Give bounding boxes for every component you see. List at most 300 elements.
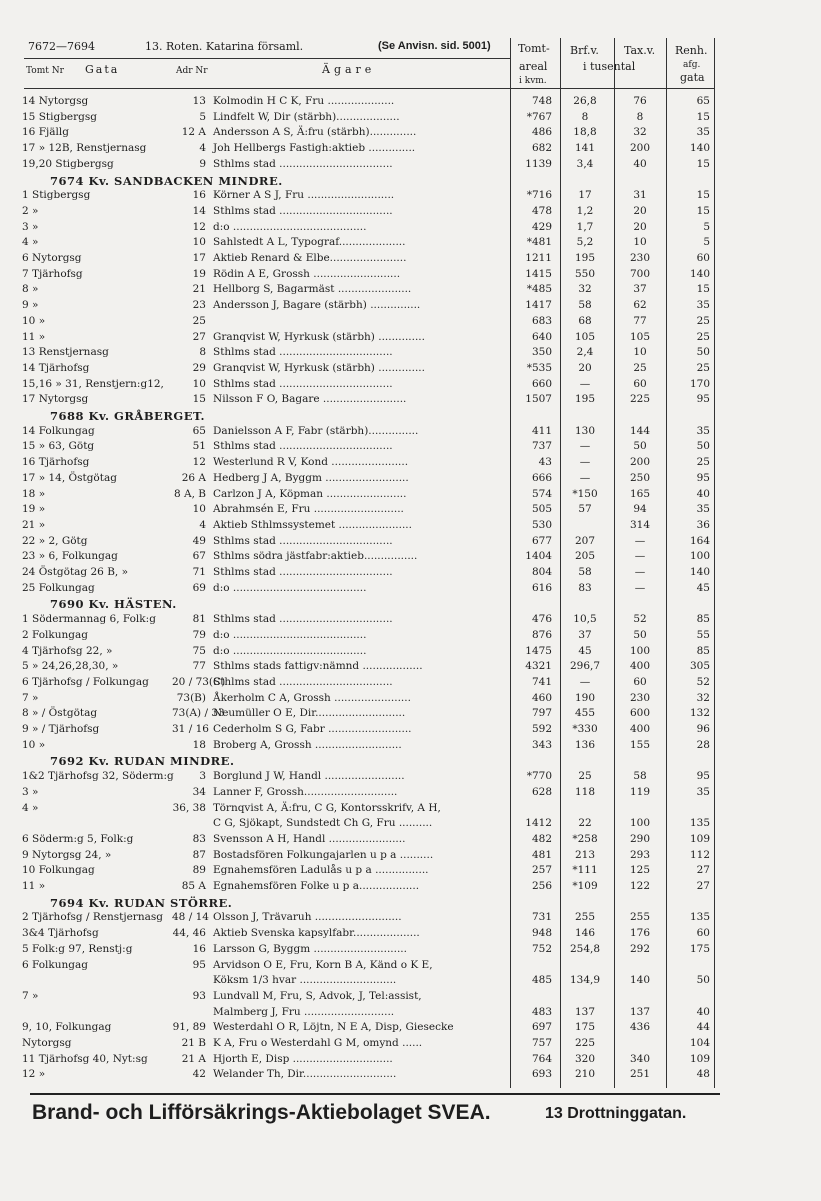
owner-name: Sthlms stads fattigv:nämnd ..................	[213, 660, 423, 673]
address-number: 20 / 73(C)	[172, 675, 226, 688]
address-number: 8 A, B	[174, 487, 206, 500]
street-cleaning-fee: 52	[696, 675, 710, 688]
plot-area: *770	[526, 770, 552, 783]
col-gata: Gata	[85, 63, 120, 76]
street-address: 6 Nytorgsg	[22, 252, 82, 264]
tax-value: —	[634, 534, 646, 547]
address-number: 71	[192, 566, 206, 578]
address-number: 3	[199, 770, 206, 783]
col-afg: afg.	[683, 60, 701, 70]
table-row	[0, 141, 821, 155]
plot-area: 481	[531, 848, 552, 861]
col-areal: areal	[519, 60, 548, 73]
tax-value: 122	[629, 880, 651, 892]
fire-insurance-value: 17	[578, 189, 592, 202]
owner-name: d:o ........................................	[213, 581, 367, 594]
street-address: 14 Folkungag	[22, 424, 95, 437]
plot-area: 757	[531, 1037, 552, 1049]
address-number: 4	[199, 518, 206, 531]
address-number: 89	[192, 864, 206, 877]
plot-area: 948	[531, 927, 552, 940]
plot-area: 1412	[525, 817, 552, 830]
street-cleaning-fee: 15	[696, 189, 710, 202]
tax-value: 400	[629, 660, 651, 673]
street-cleaning-fee: 32	[696, 691, 710, 704]
plot-area: 4321	[525, 660, 552, 673]
fire-insurance-value: 45	[578, 644, 592, 657]
owner-name: d:o ........................................	[213, 644, 367, 657]
address-number: 49	[192, 534, 206, 547]
fire-insurance-value: 255	[574, 911, 596, 924]
col-brf: Brf.v.	[570, 44, 599, 57]
fire-insurance-value: 137	[574, 1005, 596, 1018]
fire-insurance-value: —	[579, 440, 591, 453]
address-number: 8	[199, 346, 206, 359]
street-address: 16 Tjärhofsg	[22, 456, 90, 469]
fire-insurance-value: 3,4	[576, 157, 594, 170]
table-row	[0, 502, 821, 516]
table-row	[0, 769, 821, 783]
owner-name: Borglund J W, Handl ........................	[213, 770, 405, 783]
street-cleaning-fee: 140	[689, 267, 710, 280]
street-address: 10 Folkungag	[22, 864, 95, 877]
tax-value: 105	[629, 330, 651, 343]
tax-value: 230	[629, 252, 651, 264]
table-row	[0, 204, 821, 218]
fire-insurance-value: *150	[572, 487, 598, 500]
address-number: 73(A) / 33	[172, 707, 225, 720]
owner-name: Nilsson F O, Bagare .........................	[213, 393, 407, 406]
block-heading: 7694 Kv. RUDAN STÖRRE.	[50, 895, 233, 910]
street-address: 18 »	[22, 487, 46, 500]
table-row	[0, 644, 821, 658]
tax-value: 10	[633, 346, 647, 359]
table-row	[0, 314, 821, 328]
street-cleaning-fee: 15	[696, 204, 710, 217]
owner-name: Aktieb Svenska kapsylfabr....................	[213, 927, 420, 940]
address-number: 48 / 14	[172, 911, 209, 924]
tax-value: 155	[629, 738, 651, 751]
owner-name: K A, Fru o Westerdahl G M, omynd ......	[213, 1037, 423, 1049]
address-number: 75	[192, 644, 206, 657]
street-address: 3&4 Tjärhofsg	[22, 927, 99, 940]
street-address: 11 »	[22, 880, 46, 892]
address-number: 65	[192, 424, 206, 437]
plot-area: 592	[531, 723, 552, 735]
fire-insurance-value: 134,9	[569, 974, 601, 987]
table-row	[0, 989, 821, 1003]
table-row	[0, 455, 821, 469]
plot-area: 1404	[525, 550, 552, 563]
address-number: 81	[192, 613, 206, 626]
address-number: 16	[192, 189, 206, 202]
tax-value: 94	[633, 503, 647, 516]
address-number: 12	[192, 456, 206, 469]
tax-value: 436	[629, 1021, 651, 1034]
street-address: 11 Tjärhofsg 40, Nyt:sg	[22, 1052, 148, 1065]
plot-area: 1211	[525, 252, 552, 264]
owner-name: Köksm 1/3 hvar .............................	[213, 974, 397, 987]
table-row	[0, 471, 821, 485]
address-number: 79	[192, 628, 206, 641]
address-number: 34	[192, 785, 206, 798]
tax-value: 255	[629, 911, 651, 924]
owner-name: Körner A S J, Fru ..........................	[213, 189, 395, 202]
owner-name: Neumüller O E, Dir...........................	[213, 707, 406, 720]
street-address: 6 Tjärhofsg / Folkungag	[22, 675, 149, 688]
address-number: 17	[192, 252, 206, 264]
owner-name: Sthlms stad ..................................	[213, 377, 393, 390]
fire-insurance-value: 130	[574, 424, 596, 437]
owner-name: Hellborg S, Bagarmäst ......................	[213, 283, 412, 296]
plot-area: *767	[526, 110, 552, 123]
fire-insurance-value: 118	[574, 785, 596, 798]
plot-area: 429	[531, 220, 552, 233]
street-cleaning-fee: 25	[696, 456, 710, 469]
street-cleaning-fee: 55	[696, 628, 710, 641]
table-row	[0, 973, 821, 987]
owner-name: Aktieb Sthlmssystemet ......................	[213, 518, 412, 531]
tax-value: 58	[633, 770, 647, 783]
tax-value: 25	[633, 361, 647, 374]
fire-insurance-value: 22	[578, 817, 592, 830]
table-row	[0, 1036, 821, 1050]
tax-value: 37	[633, 283, 647, 296]
street-address: 5 Folk:g 97, Renstj:g	[22, 942, 133, 955]
fire-insurance-value: *258	[572, 832, 598, 845]
fire-insurance-value: 190	[574, 691, 596, 704]
street-address: 4 »	[22, 236, 39, 249]
plot-area: 1417	[525, 299, 552, 312]
street-address: 3 »	[22, 220, 39, 233]
street-address: 4 »	[22, 801, 39, 814]
fire-insurance-value: 10,5	[573, 613, 597, 626]
street-cleaning-fee: 15	[696, 283, 710, 296]
plot-area: 731	[531, 911, 552, 924]
tax-value: 20	[633, 220, 647, 233]
fire-insurance-value: 205	[574, 550, 596, 563]
table-row	[0, 848, 821, 862]
street-address: 9, 10, Folkungag	[22, 1021, 112, 1034]
address-number: 93	[192, 989, 206, 1002]
fire-insurance-value: —	[579, 675, 591, 688]
fire-insurance-value: *109	[572, 880, 598, 892]
address-number: 12 A	[181, 126, 206, 139]
table-row	[0, 1067, 821, 1081]
tax-value: 8	[636, 110, 644, 123]
address-number: 18	[192, 738, 206, 751]
owner-name: Lindfelt W, Dir (stärbh)...................	[213, 110, 400, 123]
street-address: 5 » 24,26,28,30, »	[22, 660, 119, 673]
street-address: 3 »	[22, 785, 39, 798]
tax-value: 50	[633, 440, 647, 453]
street-cleaning-fee: 15	[696, 110, 710, 123]
fire-insurance-value: 68	[578, 314, 592, 327]
street-cleaning-fee: 40	[696, 487, 710, 500]
owner-name: C G, Sjökapt, Sundstedt Ch G, Fru ..........	[213, 817, 433, 830]
street-cleaning-fee: 305	[689, 660, 710, 673]
fire-insurance-value: 58	[578, 299, 592, 312]
owner-name: Lundvall M, Fru, S, Advok, J, Tel:assist,	[213, 989, 422, 1002]
street-cleaning-fee: 44	[696, 1021, 710, 1034]
tax-value: 10	[633, 236, 647, 249]
fire-insurance-value: 5,2	[576, 236, 594, 249]
owner-name: Carlzon J A, Köpman ........................	[213, 487, 407, 500]
fire-insurance-value: *111	[572, 864, 598, 877]
plot-area: 257	[531, 864, 552, 877]
tax-value: 292	[629, 942, 651, 955]
street-cleaning-fee: 60	[696, 927, 710, 940]
street-cleaning-fee: 45	[696, 581, 710, 594]
street-cleaning-fee: 60	[696, 252, 710, 264]
street-cleaning-fee: 40	[696, 1005, 710, 1018]
fire-insurance-value: *330	[572, 723, 598, 735]
fire-insurance-value: —	[579, 456, 591, 469]
tax-value: 144	[629, 424, 651, 437]
tax-value: 62	[633, 299, 647, 312]
fire-insurance-value: 210	[574, 1068, 596, 1081]
table-row	[0, 267, 821, 281]
owner-name: Hjorth E, Disp ..............................	[213, 1052, 393, 1065]
street-address: 14 Nytorgsg	[22, 95, 89, 107]
street-cleaning-fee: 35	[696, 785, 710, 798]
table-row	[0, 863, 821, 877]
tax-value: 100	[629, 817, 651, 830]
street-cleaning-fee: 15	[696, 157, 710, 170]
street-cleaning-fee: 135	[689, 911, 710, 924]
owner-name: Bostadsfören Folkungajarlen u p a ..........	[213, 848, 434, 861]
table-row	[0, 392, 821, 406]
owner-name: Svensson A H, Handl .......................	[213, 832, 406, 845]
tax-value: 52	[633, 613, 647, 626]
tax-value: 700	[629, 267, 651, 280]
address-number: 21 B	[181, 1037, 206, 1049]
street-address: 8 » / Östgötag	[22, 707, 98, 720]
owner-name: Egnahemsfören Folke u p a..................	[213, 880, 420, 892]
fire-insurance-value: 105	[574, 330, 596, 343]
owner-name: Lanner F, Grossh............................	[213, 785, 398, 798]
street-cleaning-fee: 175	[689, 942, 710, 955]
table-row	[0, 1020, 821, 1034]
fire-insurance-value: 1,7	[576, 220, 594, 233]
block-heading: 7690 Kv. HÄSTEN.	[50, 597, 177, 612]
tax-value: 125	[629, 864, 651, 877]
tax-value: 293	[629, 848, 651, 861]
tax-value: 31	[633, 189, 647, 202]
owner-name: Welander Th, Dir............................	[213, 1068, 397, 1081]
street-cleaning-fee: 27	[696, 864, 710, 877]
address-number: 77	[192, 660, 206, 673]
street-address: 7 »	[22, 691, 39, 704]
street-address: 23 » 6, Folkungag	[22, 550, 118, 563]
tax-value: 225	[629, 393, 651, 406]
address-number: 67	[192, 550, 206, 563]
street-address: 25 Folkungag	[22, 581, 95, 594]
street-address: 12 »	[22, 1068, 46, 1081]
street-cleaning-fee: 25	[696, 330, 710, 343]
fire-insurance-value: 83	[578, 581, 592, 594]
fire-insurance-value: 18,8	[573, 126, 597, 139]
table-row	[0, 125, 821, 139]
street-cleaning-fee: 36	[696, 518, 710, 531]
street-address: 19,20 Stigbergsg	[22, 157, 114, 170]
plot-area: 485	[531, 974, 552, 987]
header-rule	[24, 58, 510, 59]
fire-insurance-value: 2,4	[576, 346, 594, 359]
table-row	[0, 801, 821, 815]
street-cleaning-fee: 100	[689, 550, 710, 563]
tax-value: 314	[629, 518, 651, 531]
street-address: 24 Östgötag 26 B, »	[22, 566, 129, 578]
address-number: 69	[192, 581, 206, 594]
plot-area: 574	[531, 487, 552, 500]
address-number: 95	[192, 958, 206, 971]
tax-value: 200	[629, 456, 651, 469]
plot-area: 1475	[525, 644, 552, 657]
table-row	[0, 628, 821, 642]
owner-name: Kolmodin H C K, Fru ....................	[213, 95, 395, 107]
street-cleaning-fee: 25	[696, 314, 710, 327]
address-number: 31 / 16	[172, 723, 209, 735]
table-row	[0, 220, 821, 234]
street-address: 2 Tjärhofsg / Renstjernasg	[22, 911, 163, 924]
fire-insurance-value: 37	[578, 628, 592, 641]
ad-company-name: Brand- och Lifförsäkrings-Aktiebolaget SVEA.	[32, 1101, 491, 1124]
street-cleaning-fee: 65	[696, 95, 710, 107]
plot-area: 43	[538, 456, 552, 469]
street-address: 15 » 63, Götg	[22, 440, 95, 453]
tax-value: 230	[629, 691, 651, 704]
street-cleaning-fee: 112	[689, 848, 710, 861]
owner-name: Aktieb Renard & Elbe.......................	[213, 252, 407, 264]
owner-name: Sthlms stad ..................................	[213, 675, 393, 688]
owner-name: d:o ........................................	[213, 628, 367, 641]
street-address: 16 Fjällg	[22, 126, 69, 139]
plot-area: 530	[531, 518, 552, 531]
street-address: 19 »	[22, 503, 46, 516]
tax-value: 200	[629, 142, 651, 155]
plot-area: 764	[531, 1052, 552, 1065]
col-renh: Renh.	[675, 44, 708, 57]
plot-area: 460	[531, 691, 552, 704]
table-row	[0, 298, 821, 312]
fire-insurance-value: 57	[578, 503, 592, 516]
tax-value: 176	[629, 927, 651, 940]
street-cleaning-fee: 27	[696, 880, 710, 892]
fire-insurance-value: 141	[574, 142, 596, 155]
plot-area: 411	[531, 424, 552, 437]
tax-value: 76	[633, 95, 647, 107]
plot-area: 478	[531, 204, 552, 217]
plot-area: *481	[526, 236, 552, 249]
address-number: 10	[192, 236, 206, 249]
owner-name: Sthlms stad ..................................	[213, 346, 393, 359]
block-heading: 7688 Kv. GRÅBERGET.	[50, 409, 206, 423]
owner-name: Törnqvist A, Ä:fru, C G, Kontorsskrifv, A H,	[213, 801, 441, 814]
owner-name: Malmberg J, Fru ...........................	[213, 1005, 395, 1018]
table-row	[0, 330, 821, 344]
owner-name: Hedberg J A, Byggm .........................	[213, 471, 409, 484]
table-row	[0, 706, 821, 720]
fire-insurance-value: 296,7	[569, 660, 601, 673]
address-number: 13	[192, 95, 206, 107]
street-address: 7 Tjärhofsg	[22, 267, 83, 280]
table-row	[0, 188, 821, 202]
owner-name: Åkerholm C A, Grossh .......................	[213, 691, 411, 704]
table-row	[0, 722, 821, 736]
tax-value: 340	[629, 1052, 651, 1065]
street-address: 2 Folkungag	[22, 628, 88, 641]
owner-name: Granqvist W, Hyrkusk (stärbh) ..............	[213, 361, 425, 374]
owner-name: Danielsson A F, Fabr (stärbh)...............	[213, 424, 419, 437]
owner-name: Sthlms stad ..................................	[213, 440, 393, 453]
owner-name: Cederholm S G, Fabr .........................	[213, 723, 412, 735]
owner-name: d:o ........................................	[213, 220, 367, 233]
street-cleaning-fee: 35	[696, 126, 710, 139]
street-cleaning-fee: 50	[696, 440, 710, 453]
table-row	[0, 832, 821, 846]
street-address: 1 Stigbergsg	[22, 189, 91, 202]
address-number: 9	[199, 157, 206, 170]
street-cleaning-fee: 109	[689, 1052, 710, 1065]
table-row	[0, 235, 821, 249]
table-row	[0, 612, 821, 626]
plot-area: 804	[531, 566, 552, 578]
address-number: 44, 46	[172, 927, 206, 940]
address-number: 19	[192, 267, 206, 280]
street-address: 14 Tjärhofsg	[22, 361, 90, 374]
address-number: 73(B)	[176, 691, 206, 704]
street-cleaning-fee: 132	[689, 707, 710, 720]
col-ikvm: i kvm.	[519, 76, 547, 86]
address-number: 25	[192, 314, 206, 327]
plot-area: 640	[531, 330, 552, 343]
table-row	[0, 94, 821, 108]
plot-area: *485	[526, 283, 552, 296]
fire-insurance-value: 213	[574, 848, 596, 861]
plot-area: 483	[531, 1005, 552, 1018]
table-row	[0, 659, 821, 673]
table-row	[0, 738, 821, 752]
owner-name: Egnahemsfören Ladulås u p a ................	[213, 864, 429, 877]
street-cleaning-fee: 135	[689, 817, 710, 830]
street-address: 10 »	[22, 738, 46, 751]
street-address: 4 Tjärhofsg 22, »	[22, 644, 113, 657]
street-cleaning-fee: 104	[689, 1037, 710, 1049]
address-number: 26 A	[181, 471, 206, 484]
plot-area: 797	[531, 707, 552, 720]
street-cleaning-fee: 35	[696, 299, 710, 312]
street-cleaning-fee: 85	[696, 644, 710, 657]
col-tax: Tax.v.	[624, 44, 656, 57]
tax-value: 77	[633, 314, 647, 327]
owner-name: Westerdahl O R, Löjtn, N E A, Disp, Giesecke	[213, 1021, 454, 1034]
tax-value: 60	[633, 377, 647, 390]
table-row	[0, 926, 821, 940]
table-row	[0, 785, 821, 799]
street-cleaning-fee: 35	[696, 424, 710, 437]
fire-insurance-value: 8	[581, 110, 589, 123]
tax-value: 60	[633, 675, 647, 688]
address-number: 12	[192, 220, 206, 233]
fire-insurance-value: —	[579, 471, 591, 484]
address-number: 85 A	[181, 880, 206, 892]
table-row	[0, 1052, 821, 1066]
tax-value: 600	[629, 707, 651, 720]
fire-insurance-value: 146	[574, 927, 596, 940]
street-address: 15 Stigbergsg	[22, 110, 97, 123]
instructions-ref: (Se Anvisn. sid. 5001)	[378, 40, 491, 52]
